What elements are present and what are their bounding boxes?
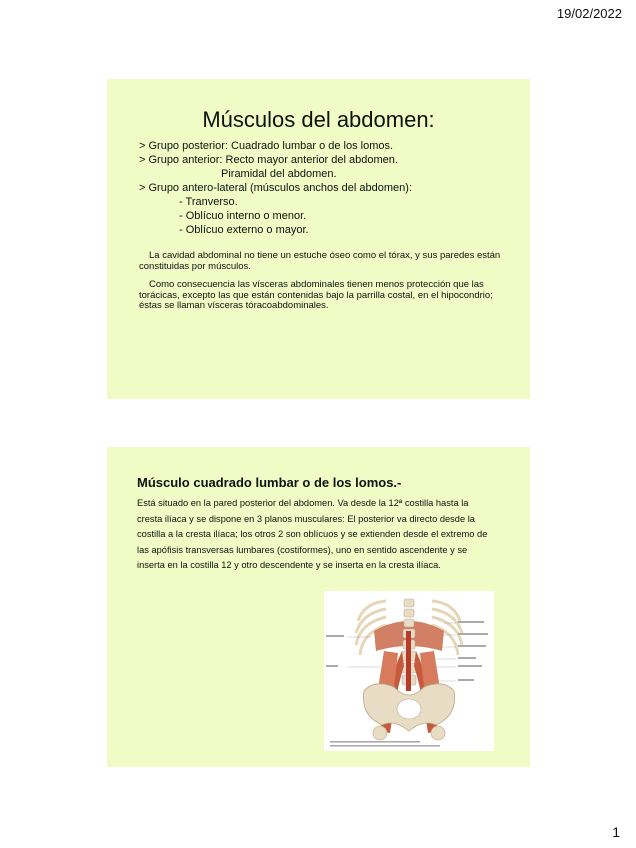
date: 19/02/2022 bbox=[556, 6, 622, 21]
anatomy-illustration-icon bbox=[324, 591, 494, 751]
slide-2-title: Músculo cuadrado lumbar o de los lomos.- bbox=[137, 475, 402, 490]
list-item: - Tranverso. bbox=[179, 196, 238, 208]
slide-1 bbox=[107, 79, 530, 399]
page-number: 1 bbox=[612, 824, 620, 840]
paragraph: La cavidad abdominal no tiene un estuche óseo como el tórax, y sus paredes están constituidas por músculos. bbox=[139, 250, 501, 272]
list-item: > Grupo anterior: Recto mayor anterior del abdomen. bbox=[139, 154, 398, 166]
slide-2-body: Está situado en la pared posterior del abdomen. Va desde la 12ª costilla hasta la cresta ilíaca y se dispone en 3 planos musculares: El posterior va directo desde la costilla a la cresta ilíaca; los otros 2 son oblícuos y se extienden desde el extremo de las apófisis transversas lumbares (costiformes), uno en sentido ascendente y se inserta en la costilla 12 y otro descendente y se inserta en la cresta ilíaca. bbox=[137, 498, 488, 571]
list-item: > Grupo posterior: Cuadrado lumbar o de los lomos. bbox=[139, 140, 394, 152]
slide-2 bbox=[107, 447, 530, 767]
list-item: > Grupo antero-lateral (músculos anchos del abdomen): bbox=[139, 182, 413, 194]
list-item: Piramidal del abdomen. bbox=[221, 168, 337, 180]
paragraph: Como consecuencia las vísceras abdominales tienen menos protección que las torácicas, excepto las que están contenidas bajo la parrilla costal, en el hipocondrio; éstas se llaman vísceras tóracoabdominales. bbox=[139, 279, 493, 311]
list-item: - Oblícuo interno o menor. bbox=[179, 210, 307, 222]
list-item: - Oblícuo externo o mayor. bbox=[179, 224, 309, 236]
slide-1-title: Músculos del abdomen: bbox=[202, 107, 435, 132]
muscle-groups-list bbox=[139, 139, 506, 237]
